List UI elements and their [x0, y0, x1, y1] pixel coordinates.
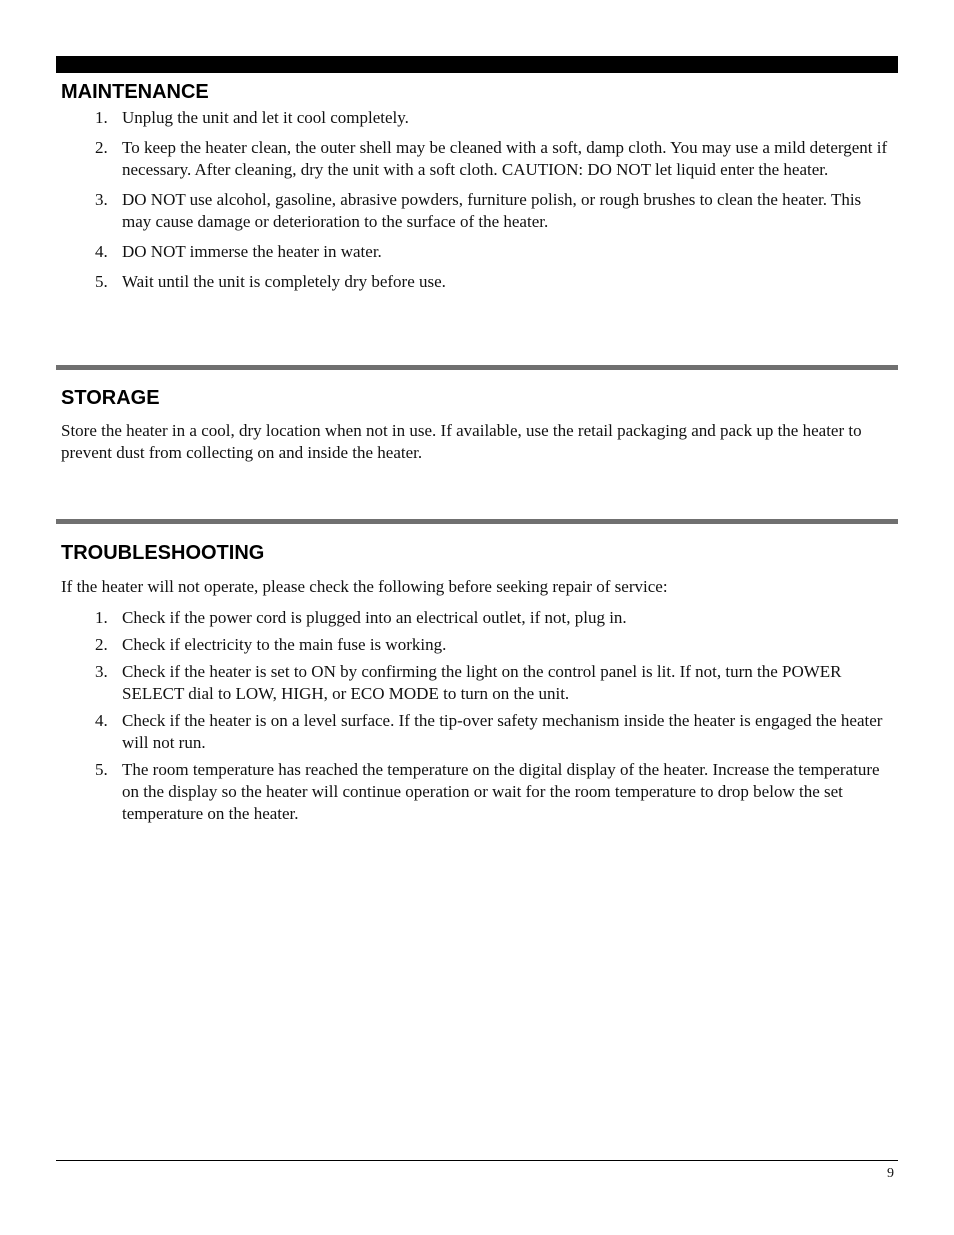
list-item: 2. Check if electricity to the main fuse is working. — [95, 635, 447, 654]
list-item: 3. DO NOT use alcohol, gasoline, abrasive powders, furniture polish, or rough brushes to clean the heater. This may cause damage or deterioration to the surface of the heater. — [95, 190, 862, 231]
list-item: 1. Unplug the unit and let it cool completely. — [95, 108, 409, 127]
footer-rule — [56, 1160, 898, 1161]
troubleshooting-list — [61, 607, 891, 830]
list-item: 2. To keep the heater clean, the outer shell may be cleaned with a soft, damp cloth. You may use a mild detergent if necessary. After cleaning, dry the unit with a soft cloth. CAUTION: DO NOT let liquid enter the heater. — [95, 138, 888, 179]
list-item: 5. Wait until the unit is completely dry before use. — [95, 272, 446, 291]
troubleshooting-heading: TROUBLESHOOTING — [61, 542, 265, 564]
header-bar — [56, 56, 898, 73]
storage-heading: STORAGE — [61, 387, 160, 409]
list-item: 1. Check if the power cord is plugged into an electrical outlet, if not, plug in. — [95, 608, 627, 627]
list-item: 4. DO NOT immerse the heater in water. — [95, 242, 382, 261]
section-divider — [56, 365, 898, 370]
section-divider — [56, 519, 898, 524]
page-number: 9 — [887, 1166, 894, 1181]
list-item: 5. The room temperature has reached the temperature on the digital display of the heater. Increase the temperature on the display so the heater will continue operation or wait for the room temperature to drop below the set temperature on the heater. — [95, 760, 880, 823]
maintenance-heading: MAINTENANCE — [61, 81, 209, 103]
storage-text: Store the heater in a cool, dry location when not in use. If available, use the retail packaging and pack up the heater to prevent dust from collecting on and inside the heater. — [61, 421, 862, 462]
list-item: 3. Check if the heater is set to ON by confirming the light on the control panel is lit. If not, turn the POWER SELECT dial to LOW, HIGH, or ECO MODE to turn on the unit. — [95, 662, 842, 703]
list-item: 4. Check if the heater is on a level surface. If the tip-over safety mechanism inside the heater is engaged the heater will not run. — [95, 711, 883, 752]
maintenance-list — [61, 107, 891, 301]
troubleshooting-intro: If the heater will not operate, please check the following before seeking repair of service: — [61, 577, 668, 596]
